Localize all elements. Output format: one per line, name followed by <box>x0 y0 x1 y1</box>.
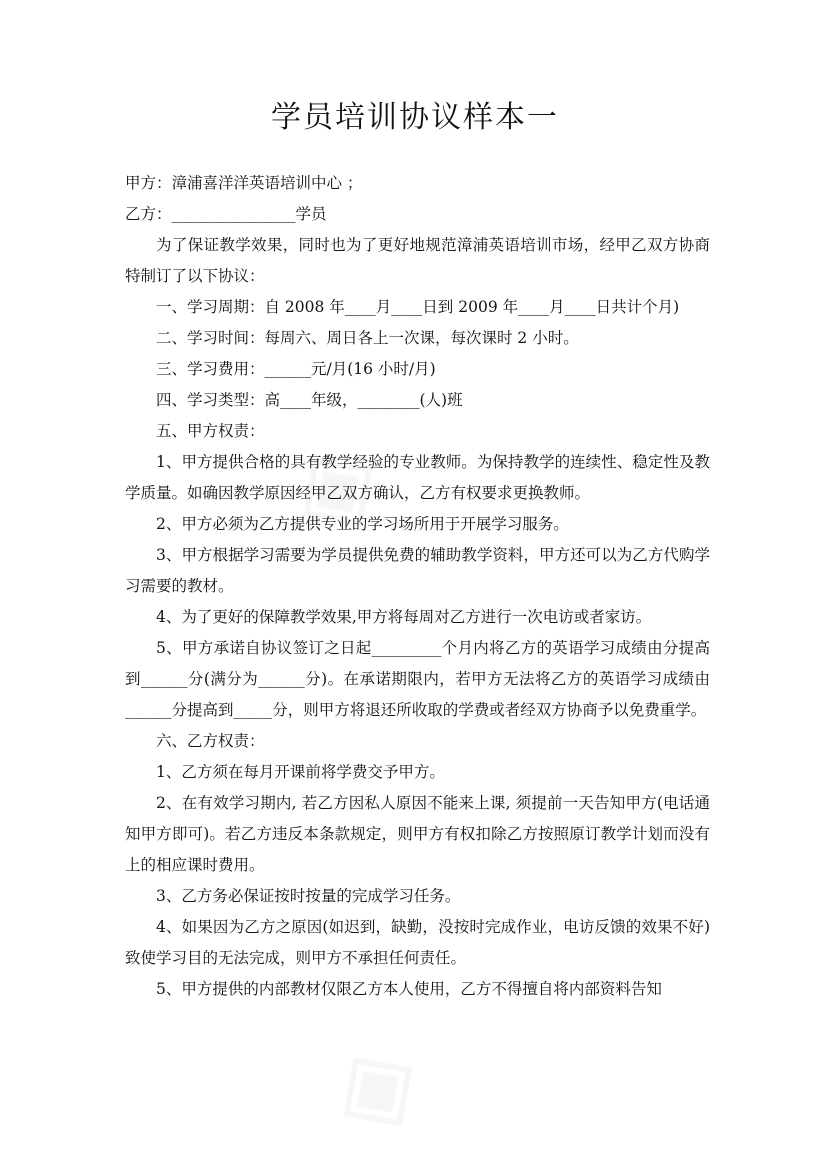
clause-study-type: 四、学习类型：高____年级，________(人)班 <box>156 391 463 409</box>
party-b-item-4: 4、如果因为乙方之原因(如迟到，缺勤，没按时完成作业，电访反馈的效果不好)致使学习目的无法完成，则甲方不承担任何责任。 <box>125 918 710 967</box>
party-b-item-3: 3、乙方务必保证按时按量的完成学习任务。 <box>156 887 461 905</box>
party-a-item-2: 2、甲方必须为乙方提供专业的学习场所用于开展学习服务。 <box>156 515 569 533</box>
intro-paragraph: 为了保证教学效果，同时也为了更好地规范漳浦英语培训市场，经甲乙双方协商特制订了以下协议： <box>125 236 710 285</box>
party-b-item-2: 2、在有效学习期内, 若乙方因私人原因不能来上课, 须提前一天告知甲方(电话通知甲方即可)。若乙方违反本条款规定，则甲方有权扣除乙方按照原订教学计划而没有上的相应课时费用。 <box>125 794 710 874</box>
clause-study-time: 二、学习时间：每周六、周日各上一次课，每次课时 2 小时。 <box>156 329 579 347</box>
clause-party-b-heading: 六、乙方权责： <box>156 732 265 750</box>
party-a-item-3: 3、甲方根据学习需要为学员提供免费的辅助教学资料，甲方还可以为乙方代购学习需要的教材。 <box>125 546 710 595</box>
party-a-item-4: 4、为了更好的保障教学效果,甲方将每周对乙方进行一次电访或者家访。 <box>156 608 652 626</box>
document-body <box>125 168 710 1005</box>
party-a-item-5: 5、甲方承诺自协议签订之日起_________个月内将乙方的英语学习成绩由分提高到______分(满分为______分)。在承诺期限内，若甲方无法将乙方的英语学习成绩由______分提高到_____分，则甲方将退还所收取的学费或者经双方协商予以免费重学。 <box>125 639 710 719</box>
party-b-line: 乙方：________________学员 <box>125 205 327 223</box>
clause-study-period: 一、学习周期：自 2008 年____月____日到 2009 年____月____日共计个月) <box>156 298 680 316</box>
document-title: 学员培训协议样本一 <box>271 100 559 135</box>
party-b-item-1: 1、乙方须在每月开课前将学费交予甲方。 <box>156 763 445 781</box>
clause-study-fee: 三、学习费用：______元/月(16 小时/月) <box>156 360 436 378</box>
watermark-icon <box>301 1007 444 1160</box>
party-a-line: 甲方：漳浦喜洋洋英语培训中心 ； <box>125 174 363 192</box>
clause-party-a-heading: 五、甲方权责： <box>156 422 265 440</box>
party-b-item-5: 5、甲方提供的内部教材仅限乙方本人使用，乙方不得擅自将内部资料告知 <box>156 980 662 998</box>
party-a-item-1: 1、甲方提供合格的具有教学经验的专业教师。为保持教学的连续性、稳定性及教学质量。如确因教学原因经甲乙双方确认，乙方有权要求更换教师。 <box>125 453 710 502</box>
